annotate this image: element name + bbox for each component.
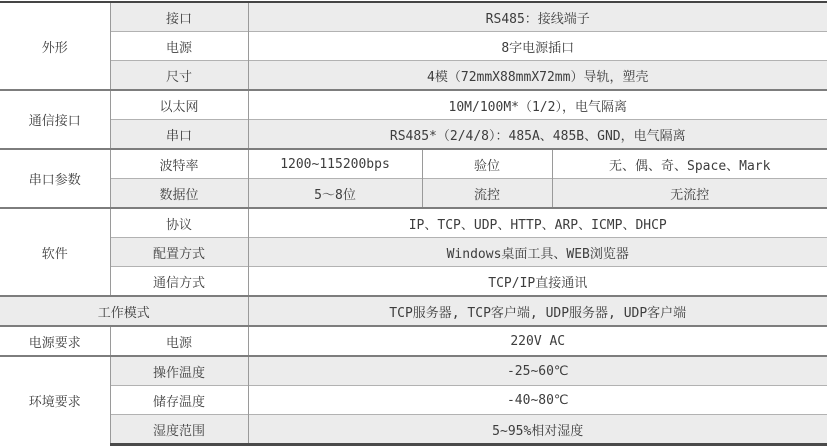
table-row [0,179,827,209]
param-value-cell: 8字电源插口 [248,32,827,61]
param-value2-cell: 无流控 [552,179,827,209]
spec-table [0,1,827,446]
param-value-cell: 10M/100M*（1/2），电气隔离 [248,90,827,120]
table-row [0,2,827,32]
param-label2-cell: 验位 [422,149,552,179]
table-row [0,238,827,267]
param-label-cell: 电源 [110,32,248,61]
param-value-cell: RS485*（2/4/8）：485A、485B、GND，电气隔离 [248,120,827,150]
param-label2-cell: 流控 [422,179,552,209]
param-label-cell: 电源 [110,326,248,356]
param-label-cell: 尺寸 [110,61,248,91]
param-label-cell: 接口 [110,2,248,32]
param-label-cell: 操作温度 [110,356,248,386]
param-value-cell: RS485：接线端子 [248,2,827,32]
param-label-cell: 以太网 [110,90,248,120]
param-label-cell: 通信方式 [110,267,248,297]
param-value-cell: TCP服务器, TCP客户端, UDP服务器, UDP客户端 [248,296,827,326]
group-cell: 环境要求 [0,356,110,445]
param-value-cell: Windows桌面工具、WEB浏览器 [248,238,827,267]
table-row [0,61,827,91]
table-row [0,208,827,238]
table-row [0,296,827,326]
table-row [0,120,827,150]
table-row [0,386,827,415]
group-cell: 外形 [0,2,110,90]
param-value-cell: -40~80℃ [248,386,827,415]
param-value-cell: 5~95%相对湿度 [248,415,827,445]
param-value-cell: IP、TCP、UDP、HTTP、ARP、ICMP、DHCP [248,208,827,238]
merged-group-cell: 工作模式 [0,296,248,326]
param-label-cell: 波特率 [110,149,248,179]
param-label-cell: 数据位 [110,179,248,209]
table-row [0,356,827,386]
param-value-cell: TCP/IP直接通讯 [248,267,827,297]
group-cell: 软件 [0,208,110,296]
param-label-cell: 配置方式 [110,238,248,267]
param-label-cell: 湿度范围 [110,415,248,445]
table-row [0,415,827,445]
param-value-cell: 5～8位 [248,179,422,209]
group-cell: 串口参数 [0,149,110,208]
table-row [0,32,827,61]
param-label-cell: 储存温度 [110,386,248,415]
table-row [0,267,827,297]
param-value-cell: 220V AC [248,326,827,356]
param-label-cell: 串口 [110,120,248,150]
group-cell: 通信接口 [0,90,110,149]
table-row [0,149,827,179]
param-value-cell: -25~60℃ [248,356,827,386]
param-value2-cell: 无、偶、奇、Space、Mark [552,149,827,179]
group-cell: 电源要求 [0,326,110,356]
param-value-cell: 1200~115200bps [248,149,422,179]
param-value-cell: 4模（72mmX88mmX72mm）导轨，塑壳 [248,61,827,91]
param-label-cell: 协议 [110,208,248,238]
table-row [0,326,827,356]
table-row [0,90,827,120]
